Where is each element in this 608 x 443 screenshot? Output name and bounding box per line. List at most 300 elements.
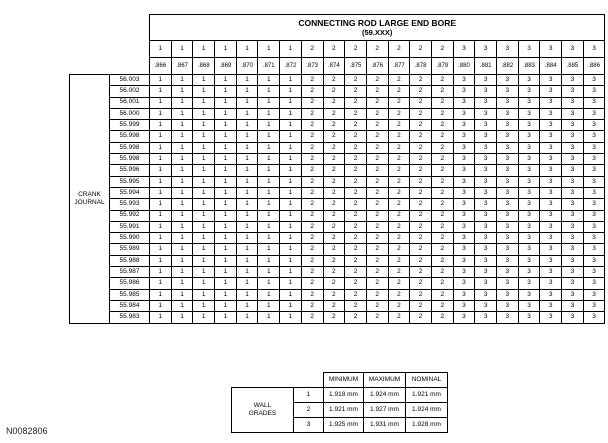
grade-cell: 2: [323, 97, 345, 108]
grade-cell: 2: [301, 86, 323, 97]
grade-cell: 1: [193, 131, 215, 142]
journal-size-cell: 55.996: [110, 165, 150, 176]
crank-journal-line: CRANK: [78, 190, 101, 198]
grade-cell: 1: [236, 187, 258, 198]
grade-cell: 1: [193, 154, 215, 165]
grade-cell: 3: [583, 267, 605, 278]
grade-cell: 3: [562, 131, 584, 142]
grade-cell: 2: [323, 131, 345, 142]
grade-cell: 2: [431, 278, 453, 289]
wall-grades-table: [231, 372, 448, 433]
grade-cell: 2: [388, 210, 410, 221]
grade-cell: 1: [280, 165, 302, 176]
grade-cell: 2: [431, 312, 453, 323]
grade-cell: 1: [215, 278, 237, 289]
grade-cell: 1: [236, 210, 258, 221]
grade-cell: 1: [280, 120, 302, 131]
grade-cell: 3: [475, 221, 497, 232]
grade-cell: 1: [193, 187, 215, 198]
bore-size-cell: .882: [497, 58, 519, 75]
wall-header-row: [232, 373, 448, 388]
grade-cell: 2: [345, 244, 367, 255]
grade-cell: 2: [388, 187, 410, 198]
grade-cell: 2: [366, 312, 388, 323]
grade-cell: 3: [562, 221, 584, 232]
grade-cell: 1: [258, 221, 280, 232]
grade-cell: 2: [366, 176, 388, 187]
grade-cell: 1: [280, 267, 302, 278]
grade-cell: 2: [388, 244, 410, 255]
grade-cell: 1: [171, 199, 193, 210]
grade-cell: 2: [388, 312, 410, 323]
journal-size-cell: 56.002: [110, 86, 150, 97]
grade-cell: 1: [258, 210, 280, 221]
grade-cell: 2: [431, 244, 453, 255]
grade-cell: 3: [453, 176, 475, 187]
wall-header-cell: MINIMUM: [324, 373, 364, 388]
grade-cell: 2: [431, 233, 453, 244]
grade-cell: 2: [431, 199, 453, 210]
wall-value-cell: 1.928 mm: [406, 418, 448, 433]
grade-cell: 1: [215, 187, 237, 198]
grade-cell: 3: [518, 255, 540, 266]
grade-cell: 2: [431, 131, 453, 142]
grade-cell: 2: [388, 267, 410, 278]
grade-cell: 1: [171, 165, 193, 176]
grade-cell: 3: [562, 86, 584, 97]
bore-size-cell: .874: [323, 58, 345, 75]
grade-cell: 1: [236, 176, 258, 187]
grade-cell: 1: [193, 142, 215, 153]
grade-cell: 3: [497, 187, 519, 198]
grade-cell: 2: [323, 120, 345, 131]
grade-cell: 2: [388, 199, 410, 210]
grade-cell: 1: [171, 267, 193, 278]
grade-cell: 3: [562, 176, 584, 187]
grade-cell: 2: [366, 233, 388, 244]
title-text: CONNECTING ROD LARGE END BORE: [298, 18, 457, 28]
grade-header-cell: 3: [497, 41, 519, 58]
grade-cell: 2: [388, 176, 410, 187]
grade-cell: 1: [150, 131, 172, 142]
grade-cell: 3: [453, 233, 475, 244]
grade-cell: 3: [540, 199, 562, 210]
grade-cell: 3: [497, 210, 519, 221]
wall-header-cell: NOMINAL: [406, 373, 448, 388]
grade-cell: 2: [431, 289, 453, 300]
table-row: [70, 154, 605, 165]
grade-cell: 2: [366, 165, 388, 176]
grade-cell: 3: [475, 75, 497, 86]
grade-cell: 2: [301, 165, 323, 176]
journal-size-cell: 56.000: [110, 108, 150, 119]
grade-cell: 1: [236, 221, 258, 232]
grade-cell: 2: [345, 233, 367, 244]
grade-cell: 1: [258, 278, 280, 289]
grade-header-cell: 2: [431, 41, 453, 58]
grade-cell: 1: [236, 278, 258, 289]
grade-cell: 3: [583, 244, 605, 255]
grade-cell: 2: [410, 75, 432, 86]
grade-cell: 2: [323, 86, 345, 97]
grade-cell: 1: [258, 233, 280, 244]
grade-cell: 3: [540, 97, 562, 108]
grade-cell: 2: [410, 154, 432, 165]
table-row: [70, 131, 605, 142]
grade-cell: 3: [562, 289, 584, 300]
wall-value-cell: 1.921 mm: [324, 403, 364, 418]
grade-cell: 2: [323, 244, 345, 255]
grade-cell: 1: [193, 289, 215, 300]
grade-cell: 3: [583, 210, 605, 221]
grade-cell: 3: [475, 312, 497, 323]
grade-cell: 1: [280, 244, 302, 255]
grade-cell: 2: [366, 255, 388, 266]
grade-cell: 3: [475, 255, 497, 266]
bore-size-cell: .876: [366, 58, 388, 75]
wall-grade-number: 2: [294, 403, 324, 418]
grade-header-cell: 2: [323, 41, 345, 58]
journal-size-cell: 55.991: [110, 221, 150, 232]
grade-cell: 1: [280, 233, 302, 244]
grade-cell: 3: [583, 199, 605, 210]
grade-cell: 1: [258, 312, 280, 323]
grade-cell: 3: [453, 75, 475, 86]
grade-cell: 2: [388, 221, 410, 232]
grade-cell: 1: [258, 300, 280, 311]
grade-cell: 2: [345, 187, 367, 198]
grade-cell: 2: [366, 86, 388, 97]
grade-cell: 2: [388, 75, 410, 86]
bore-size-cell: .880: [453, 58, 475, 75]
grade-cell: 1: [193, 221, 215, 232]
grade-cell: 1: [258, 176, 280, 187]
table-row: [70, 300, 605, 311]
grade-cell: 2: [301, 142, 323, 153]
grade-header-cell: 2: [301, 41, 323, 58]
grade-header-cell: 1: [171, 41, 193, 58]
grade-cell: 2: [323, 300, 345, 311]
grade-cell: 3: [453, 142, 475, 153]
grade-cell: 2: [431, 300, 453, 311]
grade-cell: 1: [236, 97, 258, 108]
grade-cell: 3: [562, 120, 584, 131]
grade-header-cell: 1: [150, 41, 172, 58]
grade-cell: 3: [540, 165, 562, 176]
grade-cell: 2: [345, 312, 367, 323]
grade-cell: 1: [193, 176, 215, 187]
grade-cell: 1: [215, 75, 237, 86]
grade-cell: 1: [258, 154, 280, 165]
wall-grade-number: 3: [294, 418, 324, 433]
grade-cell: 3: [540, 75, 562, 86]
grade-cell: 2: [388, 255, 410, 266]
grade-cell: 1: [193, 165, 215, 176]
grade-cell: 2: [301, 278, 323, 289]
grade-cell: 2: [323, 165, 345, 176]
grade-cell: 1: [150, 233, 172, 244]
grade-cell: 2: [323, 278, 345, 289]
wall-value-cell: 1.931 mm: [364, 418, 406, 433]
grade-cell: 1: [193, 233, 215, 244]
grade-cell: 3: [497, 221, 519, 232]
grade-cell: 2: [323, 176, 345, 187]
grade-cell: 1: [280, 221, 302, 232]
grade-cell: 1: [236, 244, 258, 255]
grade-cell: 2: [388, 131, 410, 142]
grade-cell: 1: [171, 75, 193, 86]
grade-header-cell: 2: [388, 41, 410, 58]
grade-cell: 2: [410, 244, 432, 255]
grade-cell: 3: [475, 154, 497, 165]
grade-cell: 1: [215, 154, 237, 165]
table-row: [70, 165, 605, 176]
journal-size-cell: 55.995: [110, 176, 150, 187]
grade-cell: 3: [540, 120, 562, 131]
grade-cell: 1: [193, 312, 215, 323]
grade-cell: 1: [215, 108, 237, 119]
wall-grades-line: GRADES: [248, 410, 277, 417]
grade-cell: 1: [236, 86, 258, 97]
grade-cell: 3: [475, 187, 497, 198]
wall-corner-blank: [232, 373, 324, 388]
corner-blank: [70, 15, 150, 75]
grade-cell: 1: [150, 165, 172, 176]
grade-cell: 1: [193, 120, 215, 131]
grade-cell: 2: [431, 221, 453, 232]
grade-cell: 2: [345, 300, 367, 311]
bore-size-cell: .875: [345, 58, 367, 75]
grade-cell: 1: [258, 289, 280, 300]
grade-cell: 2: [301, 154, 323, 165]
grade-cell: 1: [150, 199, 172, 210]
grade-cell: 2: [323, 142, 345, 153]
grade-cell: 2: [345, 199, 367, 210]
grade-cell: 3: [453, 187, 475, 198]
table-row: [70, 221, 605, 232]
grade-header-cell: 2: [345, 41, 367, 58]
table-row: [70, 312, 605, 323]
grade-cell: 3: [562, 199, 584, 210]
grade-cell: 1: [171, 244, 193, 255]
grade-cell: 2: [410, 210, 432, 221]
grade-cell: 3: [497, 300, 519, 311]
grade-cell: 1: [236, 131, 258, 142]
grade-cell: 3: [540, 86, 562, 97]
grade-cell: 3: [562, 154, 584, 165]
grade-cell: 3: [583, 75, 605, 86]
grade-cell: 2: [410, 187, 432, 198]
table-row: [70, 289, 605, 300]
wall-header-cell: MAXIMUM: [364, 373, 406, 388]
table-row: [70, 233, 605, 244]
grade-cell: 2: [366, 289, 388, 300]
grade-cell: 3: [562, 300, 584, 311]
grade-cell: 3: [453, 165, 475, 176]
grade-header-cell: 1: [236, 41, 258, 58]
grade-cell: 3: [518, 278, 540, 289]
bearing-selection-table: [69, 14, 605, 324]
grade-cell: 1: [171, 210, 193, 221]
grade-cell: 2: [366, 244, 388, 255]
grade-cell: 1: [258, 75, 280, 86]
grade-cell: 2: [410, 131, 432, 142]
grade-cell: 2: [388, 278, 410, 289]
grade-header-cell: 1: [280, 41, 302, 58]
grade-cell: 1: [171, 120, 193, 131]
grade-cell: 1: [280, 278, 302, 289]
grade-cell: 1: [280, 142, 302, 153]
grade-cell: 2: [366, 142, 388, 153]
grade-cell: 1: [150, 221, 172, 232]
grade-cell: 1: [258, 165, 280, 176]
grade-cell: 1: [258, 97, 280, 108]
journal-size-cell: 55.988: [110, 255, 150, 266]
bore-size-cell: .885: [562, 58, 584, 75]
grade-cell: 2: [366, 120, 388, 131]
grade-cell: 2: [345, 176, 367, 187]
grade-cell: 2: [431, 154, 453, 165]
wall-grade-number: 1: [294, 388, 324, 403]
grade-cell: 2: [388, 120, 410, 131]
grade-cell: 1: [215, 142, 237, 153]
journal-size-cell: 55.985: [110, 289, 150, 300]
grade-cell: 3: [475, 199, 497, 210]
grade-header-cell: 1: [258, 41, 280, 58]
grade-cell: 3: [540, 187, 562, 198]
grade-cell: 1: [280, 97, 302, 108]
grade-header-cell: 3: [540, 41, 562, 58]
grade-cell: 1: [236, 165, 258, 176]
grade-cell: 2: [301, 131, 323, 142]
grade-cell: 3: [475, 244, 497, 255]
grade-cell: 1: [171, 131, 193, 142]
table-row: [70, 97, 605, 108]
grade-cell: 1: [236, 142, 258, 153]
grade-cell: 2: [301, 267, 323, 278]
grade-header-cell: 3: [562, 41, 584, 58]
bore-size-cell: .872: [280, 58, 302, 75]
grade-cell: 3: [583, 312, 605, 323]
grade-cell: 2: [323, 199, 345, 210]
grade-cell: 3: [562, 187, 584, 198]
grade-cell: 3: [583, 142, 605, 153]
grade-cell: 1: [258, 120, 280, 131]
grade-cell: 2: [431, 165, 453, 176]
grade-cell: 2: [388, 108, 410, 119]
journal-size-cell: 55.993: [110, 199, 150, 210]
grade-cell: 3: [518, 120, 540, 131]
grade-cell: 1: [280, 154, 302, 165]
grade-cell: 3: [518, 165, 540, 176]
grade-cell: 3: [497, 86, 519, 97]
grade-cell: 3: [540, 108, 562, 119]
grade-cell: 1: [171, 176, 193, 187]
grade-cell: 2: [431, 120, 453, 131]
grade-cell: 3: [540, 221, 562, 232]
grade-cell: 3: [583, 131, 605, 142]
grade-cell: 1: [236, 289, 258, 300]
grade-cell: 2: [410, 165, 432, 176]
grade-cell: 1: [236, 312, 258, 323]
grade-cell: 3: [453, 244, 475, 255]
grade-cell: 1: [150, 300, 172, 311]
grade-cell: 3: [583, 255, 605, 266]
grade-cell: 1: [258, 199, 280, 210]
grade-cell: 2: [301, 75, 323, 86]
grade-cell: 1: [215, 210, 237, 221]
grade-cell: 2: [345, 289, 367, 300]
grade-cell: 3: [453, 120, 475, 131]
grade-cell: 2: [366, 199, 388, 210]
grade-cell: 1: [193, 86, 215, 97]
journal-size-cell: 55.998: [110, 154, 150, 165]
grade-cell: 2: [431, 108, 453, 119]
table-row: [70, 176, 605, 187]
grade-cell: 2: [301, 289, 323, 300]
grade-cell: 2: [388, 233, 410, 244]
grade-cell: 3: [497, 267, 519, 278]
table-row: [70, 255, 605, 266]
grade-cell: 3: [453, 267, 475, 278]
grade-cell: 3: [518, 142, 540, 153]
wall-value-cell: 1.924 mm: [406, 403, 448, 418]
grade-cell: 3: [475, 289, 497, 300]
grade-cell: 1: [215, 221, 237, 232]
grade-cell: 2: [345, 120, 367, 131]
grade-cell: 2: [410, 120, 432, 131]
grade-cell: 3: [583, 97, 605, 108]
grade-cell: 1: [150, 176, 172, 187]
grade-cell: 3: [497, 176, 519, 187]
grade-cell: 2: [301, 108, 323, 119]
wall-row: [232, 388, 448, 403]
grade-cell: 3: [497, 255, 519, 266]
grade-cell: 3: [583, 289, 605, 300]
grade-cell: 2: [345, 97, 367, 108]
grade-cell: 3: [453, 199, 475, 210]
title-row: [70, 15, 605, 41]
grade-cell: 1: [258, 86, 280, 97]
grade-cell: 1: [193, 244, 215, 255]
grade-cell: 2: [301, 244, 323, 255]
grade-cell: 2: [431, 176, 453, 187]
table-row: [70, 108, 605, 119]
grade-cell: 3: [453, 97, 475, 108]
journal-size-cell: 55.994: [110, 187, 150, 198]
grade-cell: 1: [193, 75, 215, 86]
grade-cell: 1: [193, 97, 215, 108]
grade-cell: 1: [193, 255, 215, 266]
grade-cell: 3: [497, 278, 519, 289]
grade-cell: 1: [215, 300, 237, 311]
grade-header-cell: 2: [366, 41, 388, 58]
grade-cell: 2: [388, 289, 410, 300]
grade-cell: 2: [345, 154, 367, 165]
grade-cell: 1: [215, 86, 237, 97]
grade-cell: 2: [323, 108, 345, 119]
grade-cell: 3: [497, 131, 519, 142]
grade-cell: 3: [540, 131, 562, 142]
grade-cell: 2: [301, 255, 323, 266]
grade-cell: 3: [475, 210, 497, 221]
wall-value-cell: 1.918 mm: [324, 388, 364, 403]
grade-header-row: [70, 41, 605, 58]
grade-cell: 1: [171, 255, 193, 266]
bore-size-cell: .867: [171, 58, 193, 75]
grade-header-cell: 2: [410, 41, 432, 58]
grade-cell: 1: [171, 221, 193, 232]
